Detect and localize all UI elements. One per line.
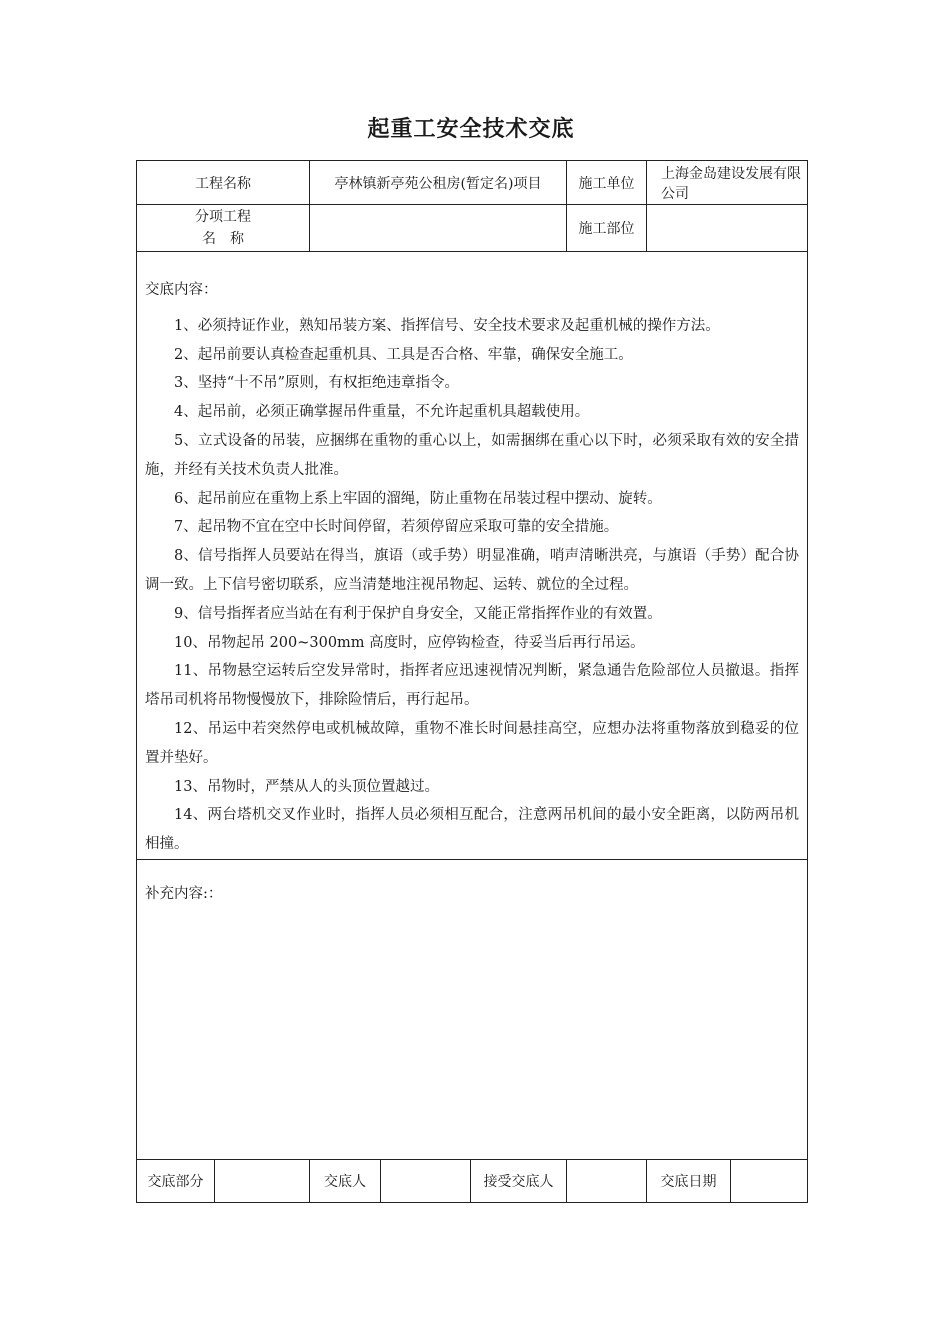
content-item-13: 13、吊物时，严禁从人的头顶位置越过。 bbox=[174, 778, 439, 795]
content-item-9: 9、信号指挥者应当站在有利于保护自身安全，又能正常指挥作业的有效置。 bbox=[174, 605, 662, 622]
supplement-row bbox=[137, 859, 808, 1159]
sub-project-row bbox=[137, 205, 808, 252]
content-section bbox=[137, 252, 807, 859]
date-value[interactable] bbox=[731, 1159, 808, 1202]
content-item-4: 4、起吊前，必须正确掌握吊件重量，不允许起重机具超载使用。 bbox=[174, 404, 590, 421]
content-cell bbox=[137, 252, 808, 860]
content-item-10: 10、吊物起吊 200~300mm 高度时，应停钩检查，待妥当后再行吊运。 bbox=[174, 634, 645, 651]
supplement-heading: 补充内容:： bbox=[145, 885, 223, 902]
content-item-14: 14、两台塔机交叉作业时，指挥人员必须相互配合，注意两吊机间的最小安全距离，以防两吊机相撞。 bbox=[145, 807, 799, 853]
project-name-label: 工程名称 bbox=[137, 161, 310, 205]
supplement-cell[interactable] bbox=[137, 859, 808, 1159]
content-item-6: 6、起吊前应在重物上系上牢固的溜绳，防止重物在吊装过程中摆动、旋转。 bbox=[174, 490, 662, 507]
disclosure-form-table bbox=[136, 160, 808, 1203]
content-item-11: 11、吊物悬空运转后空发异常时，指挥者应迅速视情况判断，紧急通告危险部位人员撤退。指挥塔吊司机将吊物慢慢放下，排除险情后，再行起吊。 bbox=[145, 663, 799, 709]
project-info-row bbox=[137, 161, 808, 205]
sub-project-label-line2: 名 称 bbox=[202, 231, 244, 247]
signature-row bbox=[137, 1159, 808, 1202]
content-item-2: 2、起吊前要认真检查起重机具、工具是否合格、牢靠，确保安全施工。 bbox=[174, 346, 633, 363]
project-name-value[interactable]: 亭林镇新亭苑公租房(暂定名)项目 bbox=[310, 161, 567, 205]
content-item-7: 7、起吊物不宜在空中长时间停留，若须停留应采取可靠的安全措施。 bbox=[174, 519, 619, 536]
document-title: 起重工安全技术交底 bbox=[367, 117, 575, 142]
location-value[interactable] bbox=[647, 205, 808, 252]
sub-project-value[interactable] bbox=[310, 205, 567, 252]
content-heading: 交底内容： bbox=[145, 282, 218, 298]
content-item-12: 12、吊运中若突然停电或机械故障，重物不准长时间悬挂高空，应想办法将重物落放到稳妥的位置并垫好。 bbox=[145, 720, 799, 766]
receiver-label: 接受交底人 bbox=[471, 1159, 567, 1202]
sub-project-label bbox=[137, 205, 310, 252]
location-label: 施工部位 bbox=[567, 205, 647, 252]
content-row bbox=[137, 252, 808, 860]
content-item-5: 5、立式设备的吊装，应捆绑在重物的重心以上，如需捆绑在重心以下时，必须采取有效的安全措施，并经有关技术负责人批准。 bbox=[145, 432, 799, 478]
contractor-value[interactable]: 上海金岛建设发展有限公司 bbox=[647, 161, 808, 205]
content-item-1: 1、必须持证作业，熟知吊装方案、指挥信号、安全技术要求及起重机械的操作方法。 bbox=[174, 317, 720, 334]
sub-project-label-line1: 分项工程 bbox=[195, 209, 251, 225]
receiver-value[interactable] bbox=[567, 1159, 647, 1202]
disclosure-part-value[interactable] bbox=[215, 1159, 310, 1202]
date-label: 交底日期 bbox=[647, 1159, 731, 1202]
contractor-label: 施工单位 bbox=[567, 161, 647, 205]
content-item-3: 3、坚持“十不吊”原则，有权拒绝违章指令。 bbox=[174, 375, 460, 392]
discloser-value[interactable] bbox=[381, 1159, 471, 1202]
content-item-8: 8、信号指挥人员要站在得当，旗语（或手势）明显准确，哨声清晰洪亮，与旗语（手势）配合协调一致。上下信号密切联系，应当清楚地注视吊物起、运转、就位的全过程。 bbox=[145, 548, 799, 593]
discloser-label: 交底人 bbox=[310, 1159, 381, 1202]
disclosure-part-label: 交底部分 bbox=[137, 1159, 215, 1202]
